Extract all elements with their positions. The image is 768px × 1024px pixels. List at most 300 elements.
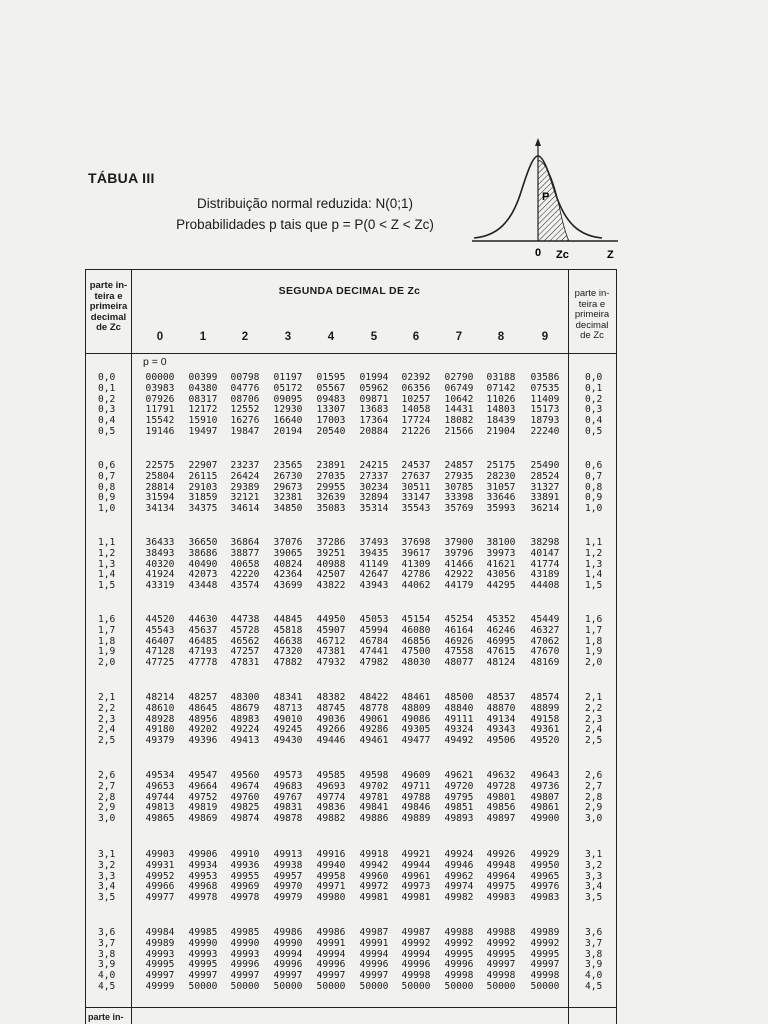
probability-cell: 48461 (401, 692, 431, 703)
probability-cell: 49969 (230, 881, 260, 893)
table-row (0, 692, 768, 703)
probability-cell: 34375 (188, 503, 218, 515)
probability-cell: 32381 (273, 492, 303, 504)
probability-cell: 47441 (359, 646, 389, 658)
probability-cell: 49994 (316, 948, 346, 960)
probability-cell: 42220 (230, 569, 260, 581)
probability-cell: 50000 (230, 981, 260, 992)
probability-cell: 33891 (530, 492, 560, 504)
probability-cell: 44295 (486, 580, 516, 592)
probability-cell: 36433 (145, 537, 175, 548)
probability-cell: 27637 (401, 470, 431, 482)
probability-cell: 49744 (145, 791, 175, 803)
probability-cell: 49653 (145, 780, 175, 792)
probability-cell: 49897 (486, 813, 516, 825)
table-row (0, 949, 768, 960)
probability-cell: 50000 (188, 981, 218, 992)
table-row (0, 646, 768, 657)
probability-cell: 49446 (316, 735, 346, 747)
row-z-label: 3,1 (98, 849, 116, 860)
probability-cell: 48956 (188, 713, 218, 725)
row-z-label-right: 4,5 (585, 981, 603, 992)
probability-cell: 49788 (401, 791, 431, 803)
probability-cell: 49361 (530, 724, 560, 736)
probability-cell: 32121 (230, 492, 260, 504)
column-header-7: 7 (455, 331, 463, 343)
probability-cell: 49609 (401, 770, 431, 781)
probability-cell: 49997 (486, 959, 516, 971)
probability-cell: 38298 (530, 537, 560, 548)
probability-cell: 46856 (401, 635, 431, 647)
table-row (0, 802, 768, 813)
probability-cell: 49506 (486, 735, 516, 747)
row-z-label-right: 0,7 (585, 470, 603, 482)
table-row (0, 548, 768, 559)
probability-cell: 48422 (359, 692, 389, 703)
probability-cell: 47062 (530, 635, 560, 647)
row-z-label-right: 1,8 (585, 635, 603, 647)
probability-cell: 49767 (273, 791, 303, 803)
probability-cell: 49913 (273, 849, 303, 860)
row-z-label: 3,3 (98, 870, 116, 882)
row-z-label-right: 3,4 (585, 881, 603, 893)
table-row (0, 614, 768, 625)
row-z-label-right: 3,9 (585, 959, 603, 971)
probability-cell: 49886 (359, 813, 389, 825)
probability-cell: 00399 (188, 372, 218, 383)
row-z-label-right: 1,3 (585, 558, 603, 570)
probability-cell: 49534 (145, 770, 175, 781)
probability-cell: 25490 (530, 460, 560, 471)
probability-cell: 48778 (359, 702, 389, 714)
table-row (0, 569, 768, 580)
probability-cell: 33147 (401, 492, 431, 504)
probability-cell: 37900 (444, 537, 474, 548)
row-z-label: 0,2 (98, 393, 116, 405)
probability-cell: 38877 (230, 547, 260, 559)
probability-cell: 49831 (273, 802, 303, 814)
probability-cell: 22240 (530, 426, 560, 437)
probability-cell: 14803 (486, 404, 516, 416)
table-row (0, 938, 768, 949)
probability-cell: 49964 (486, 870, 516, 882)
probability-cell: 43319 (145, 580, 175, 592)
probability-cell: 49711 (401, 780, 431, 792)
probability-cell: 49918 (359, 849, 389, 860)
probability-cell: 49111 (444, 713, 474, 725)
probability-cell: 49621 (444, 770, 474, 781)
probability-cell: 20540 (316, 426, 346, 437)
probability-cell: 31594 (145, 492, 175, 504)
probability-cell: 34614 (230, 503, 260, 515)
probability-cell: 36650 (188, 537, 218, 548)
probability-cell: 49961 (401, 870, 431, 882)
table-row (0, 482, 768, 493)
probability-cell: 48809 (401, 702, 431, 714)
row-z-label-right: 3,5 (585, 892, 603, 904)
table-row (0, 714, 768, 725)
probability-cell: 49996 (444, 959, 474, 971)
table-row (0, 460, 768, 471)
probability-cell: 46562 (230, 635, 260, 647)
probability-cell: 49992 (444, 937, 474, 949)
probability-cell: 42364 (273, 569, 303, 581)
probability-cell: 08706 (230, 393, 260, 405)
probability-cell: 44520 (145, 614, 175, 625)
row-z-label-right: 1,5 (585, 580, 603, 592)
row-z-label-right: 2,9 (585, 802, 603, 814)
probability-cell: 00000 (145, 372, 175, 383)
probability-cell: 37076 (273, 537, 303, 548)
probability-cell: 49997 (530, 959, 560, 971)
table-row (0, 970, 768, 981)
probability-cell: 49996 (316, 959, 346, 971)
probability-cell: 20884 (359, 426, 389, 437)
probability-cell: 49952 (145, 870, 175, 882)
probability-cell: 46926 (444, 635, 474, 647)
probability-cell: 49996 (230, 959, 260, 971)
row-z-label: 0,1 (98, 382, 116, 394)
probability-cell: 01595 (316, 372, 346, 383)
table-row (0, 792, 768, 803)
probability-cell: 49921 (401, 849, 431, 860)
probability-cell: 49996 (359, 959, 389, 971)
row-z-label-right: 2,3 (585, 713, 603, 725)
row-z-label: 4,5 (98, 981, 116, 992)
row-z-label: 2,0 (98, 657, 116, 669)
probability-cell: 00798 (230, 372, 260, 383)
probability-cell: 49978 (188, 892, 218, 904)
probability-cell: 49994 (273, 948, 303, 960)
row-z-label: 3,0 (98, 813, 116, 825)
curve-axis-label: Z (607, 249, 614, 261)
probability-cell: 39973 (486, 547, 516, 559)
probability-cell: 49910 (230, 849, 260, 860)
probability-cell: 49878 (273, 813, 303, 825)
row-z-label-right: 2,8 (585, 791, 603, 803)
probability-cell: 12552 (230, 404, 260, 416)
probability-cell: 40824 (273, 558, 303, 570)
probability-cell: 45352 (486, 614, 516, 625)
probability-cell: 21904 (486, 426, 516, 437)
probability-cell: 31057 (486, 481, 516, 493)
probability-cell: 16276 (230, 415, 260, 427)
probability-cell: 49996 (273, 959, 303, 971)
row-z-label-right: 0,8 (585, 481, 603, 493)
probability-cell: 44845 (273, 614, 303, 625)
row-z-label-right: 3,6 (585, 927, 603, 938)
row-z-label-right: 1,6 (585, 614, 603, 625)
row-z-label: 1,6 (98, 614, 116, 625)
probability-cell: 49693 (316, 780, 346, 792)
row-z-label-right: 1,9 (585, 646, 603, 658)
curve-zc-label: Zc (556, 249, 569, 261)
probability-cell: 30511 (401, 481, 431, 493)
row-z-label-right: 3,8 (585, 948, 603, 960)
probability-cell: 45637 (188, 624, 218, 636)
probability-cell: 50000 (273, 981, 303, 992)
probability-cell: 19847 (230, 426, 260, 437)
table-row (0, 735, 768, 746)
row-z-label: 1,7 (98, 624, 116, 636)
probability-cell: 49934 (188, 859, 218, 871)
probability-cell: 47932 (316, 657, 346, 669)
probability-cell: 26115 (188, 470, 218, 482)
probability-cell: 49995 (486, 948, 516, 960)
probability-cell: 49202 (188, 724, 218, 736)
probability-cell: 22575 (145, 460, 175, 471)
probability-cell: 49986 (273, 927, 303, 938)
probability-cell: 49988 (486, 927, 516, 938)
probability-cell: 18082 (444, 415, 474, 427)
subtitle-distribution: Distribuição normal reduzida: N(0;1) (196, 196, 414, 211)
table-row (0, 959, 768, 970)
probability-cell: 50000 (444, 981, 474, 992)
probability-cell: 49998 (486, 970, 516, 982)
probability-cell: 49953 (188, 870, 218, 882)
probability-cell: 23891 (316, 460, 346, 471)
probability-cell: 10642 (444, 393, 474, 405)
probability-cell: 14058 (401, 404, 431, 416)
probability-cell: 45543 (145, 624, 175, 636)
probability-cell: 49430 (273, 735, 303, 747)
row-z-label: 3,6 (98, 927, 116, 938)
row-z-label-right: 2,2 (585, 702, 603, 714)
probability-cell: 12930 (273, 404, 303, 416)
probability-cell: 09483 (316, 393, 346, 405)
probability-cell: 44408 (530, 580, 560, 592)
probability-cell: 49795 (444, 791, 474, 803)
probability-cell: 48030 (401, 657, 431, 669)
probability-cell: 24857 (444, 460, 474, 471)
row-z-label-right: 1,7 (585, 624, 603, 636)
probability-cell: 49988 (444, 927, 474, 938)
row-z-label-right: 2,7 (585, 780, 603, 792)
probability-cell: 48610 (145, 702, 175, 714)
probability-cell: 49324 (444, 724, 474, 736)
table-row (0, 657, 768, 668)
table-row (0, 471, 768, 482)
probability-cell: 47193 (188, 646, 218, 658)
row-z-label: 1,4 (98, 569, 116, 581)
probability-cell: 49180 (145, 724, 175, 736)
row-z-label-right: 3,0 (585, 813, 603, 825)
probability-cell: 07142 (486, 382, 516, 394)
probability-cell: 40658 (230, 558, 260, 570)
second-decimal-header: SEGUNDA DECIMAL DE Zc (278, 285, 421, 297)
probability-cell: 40988 (316, 558, 346, 570)
probability-cell: 49985 (188, 927, 218, 938)
probability-cell: 48300 (230, 692, 260, 703)
probability-cell: 24537 (401, 460, 431, 471)
row-z-label: 1,2 (98, 547, 116, 559)
row-z-label-right: 2,1 (585, 692, 603, 703)
probability-cell: 45907 (316, 624, 346, 636)
probability-cell: 19497 (188, 426, 218, 437)
probability-cell: 43574 (230, 580, 260, 592)
probability-cell: 49989 (145, 937, 175, 949)
row-z-label: 0,4 (98, 415, 116, 427)
probability-cell: 49520 (530, 735, 560, 747)
probability-cell: 35769 (444, 503, 474, 515)
probability-cell: 49992 (486, 937, 516, 949)
probability-cell: 35993 (486, 503, 516, 515)
probability-cell: 49980 (316, 892, 346, 904)
probability-cell: 49965 (530, 870, 560, 882)
probability-cell: 49924 (444, 849, 474, 860)
probability-cell: 49841 (359, 802, 389, 814)
probability-cell: 49245 (273, 724, 303, 736)
row-z-label: 0,8 (98, 481, 116, 493)
row-z-label-right: 1,2 (585, 547, 603, 559)
table-title: TÁBUA III (88, 170, 155, 186)
row-z-label: 2,1 (98, 692, 116, 703)
left-header: parte in- teira e primeira decimal de Zc (89, 280, 128, 333)
header-divider (85, 353, 617, 354)
probability-cell: 12172 (188, 404, 218, 416)
row-z-label-right: 0,0 (585, 372, 603, 383)
probability-cell: 49944 (401, 859, 431, 871)
table-row (0, 537, 768, 548)
probability-cell: 49861 (530, 802, 560, 814)
probability-cell: 49720 (444, 780, 474, 792)
probability-cell: 49992 (401, 937, 431, 949)
table-row (0, 981, 768, 992)
probability-cell: 37493 (359, 537, 389, 548)
probability-cell: 49993 (188, 948, 218, 960)
probability-cell: 49938 (273, 859, 303, 871)
probability-cell: 48745 (316, 702, 346, 714)
probability-cell: 47831 (230, 657, 260, 669)
probability-cell: 03188 (486, 372, 516, 383)
column-header-8: 8 (497, 331, 505, 343)
probability-cell: 48537 (486, 692, 516, 703)
probability-cell: 46164 (444, 624, 474, 636)
probability-cell: 03983 (145, 382, 175, 394)
probability-cell: 49900 (530, 813, 560, 825)
probability-cell: 49997 (188, 970, 218, 982)
row-z-label: 4,0 (98, 970, 116, 982)
probability-cell: 18793 (530, 415, 560, 427)
probability-cell: 49801 (486, 791, 516, 803)
probability-cell: 02392 (401, 372, 431, 383)
probability-cell: 45449 (530, 614, 560, 625)
probability-cell: 48983 (230, 713, 260, 725)
subtitle-probability: Probabilidades p tais que p = P(0 < Z < Zc) (176, 217, 434, 232)
probability-cell: 49978 (230, 892, 260, 904)
probability-cell: 33398 (444, 492, 474, 504)
probability-cell: 01994 (359, 372, 389, 383)
probability-cell: 44062 (401, 580, 431, 592)
probability-cell: 48645 (188, 702, 218, 714)
bottom-divider (85, 1007, 617, 1008)
probability-cell: 47982 (359, 657, 389, 669)
row-z-label: 0,6 (98, 460, 116, 471)
probability-cell: 49819 (188, 802, 218, 814)
probability-cell: 21566 (444, 426, 474, 437)
probability-cell: 43189 (530, 569, 560, 581)
column-header-9: 9 (541, 331, 549, 343)
probability-cell: 18439 (486, 415, 516, 427)
probability-cell: 49224 (230, 724, 260, 736)
probability-cell: 48077 (444, 657, 474, 669)
probability-cell: 49950 (530, 859, 560, 871)
probability-cell: 47257 (230, 646, 260, 658)
probability-cell: 49807 (530, 791, 560, 803)
column-header-5: 5 (370, 331, 378, 343)
probability-cell: 06356 (401, 382, 431, 394)
probability-cell: 49994 (359, 948, 389, 960)
probability-cell: 32639 (316, 492, 346, 504)
probability-cell: 15173 (530, 404, 560, 416)
probability-cell: 49995 (145, 959, 175, 971)
probability-cell: 49960 (359, 870, 389, 882)
probability-cell: 48214 (145, 692, 175, 703)
row-z-label-right: 0,4 (585, 415, 603, 427)
probability-cell: 49981 (359, 892, 389, 904)
probability-cell: 49851 (444, 802, 474, 814)
probability-cell: 49999 (145, 981, 175, 992)
table-row (0, 404, 768, 415)
probability-cell: 42786 (401, 569, 431, 581)
row-z-label-right: 0,1 (585, 382, 603, 394)
table-row (0, 394, 768, 405)
probability-cell: 49972 (359, 881, 389, 893)
row-z-label: 3,2 (98, 859, 116, 871)
probability-cell: 49986 (316, 927, 346, 938)
probability-cell: 49971 (316, 881, 346, 893)
row-z-label: 2,3 (98, 713, 116, 725)
table-row (0, 492, 768, 503)
probability-cell: 11409 (530, 393, 560, 405)
row-z-label-right: 0,6 (585, 460, 603, 471)
probability-cell: 36214 (530, 503, 560, 515)
probability-cell: 41924 (145, 569, 175, 581)
probability-cell: 46784 (359, 635, 389, 647)
probability-cell: 49010 (273, 713, 303, 725)
probability-cell: 10257 (401, 393, 431, 405)
probability-cell: 49781 (359, 791, 389, 803)
table-row (0, 372, 768, 383)
probability-cell: 27935 (444, 470, 474, 482)
probability-cell: 49865 (145, 813, 175, 825)
probability-cell: 47128 (145, 646, 175, 658)
row-z-label-right: 1,4 (585, 569, 603, 581)
table-row (0, 881, 768, 892)
probability-cell: 49995 (530, 948, 560, 960)
probability-cell: 49977 (145, 892, 175, 904)
table-row (0, 559, 768, 570)
probability-cell: 36864 (230, 537, 260, 548)
row-z-label: 1,8 (98, 635, 116, 647)
probability-cell: 41309 (401, 558, 431, 570)
probability-cell: 49931 (145, 859, 175, 871)
probability-cell: 49396 (188, 735, 218, 747)
probability-cell: 35083 (316, 503, 346, 515)
probability-cell: 49643 (530, 770, 560, 781)
probability-cell: 47500 (401, 646, 431, 658)
table-row (0, 580, 768, 591)
table-row (0, 770, 768, 781)
probability-cell: 29955 (316, 481, 346, 493)
probability-cell: 49966 (145, 881, 175, 893)
probability-cell: 41774 (530, 558, 560, 570)
probability-cell: 05567 (316, 382, 346, 394)
table-row (0, 781, 768, 792)
probability-cell: 04380 (188, 382, 218, 394)
probability-cell: 47778 (188, 657, 218, 669)
row-z-label-right: 3,7 (585, 937, 603, 949)
